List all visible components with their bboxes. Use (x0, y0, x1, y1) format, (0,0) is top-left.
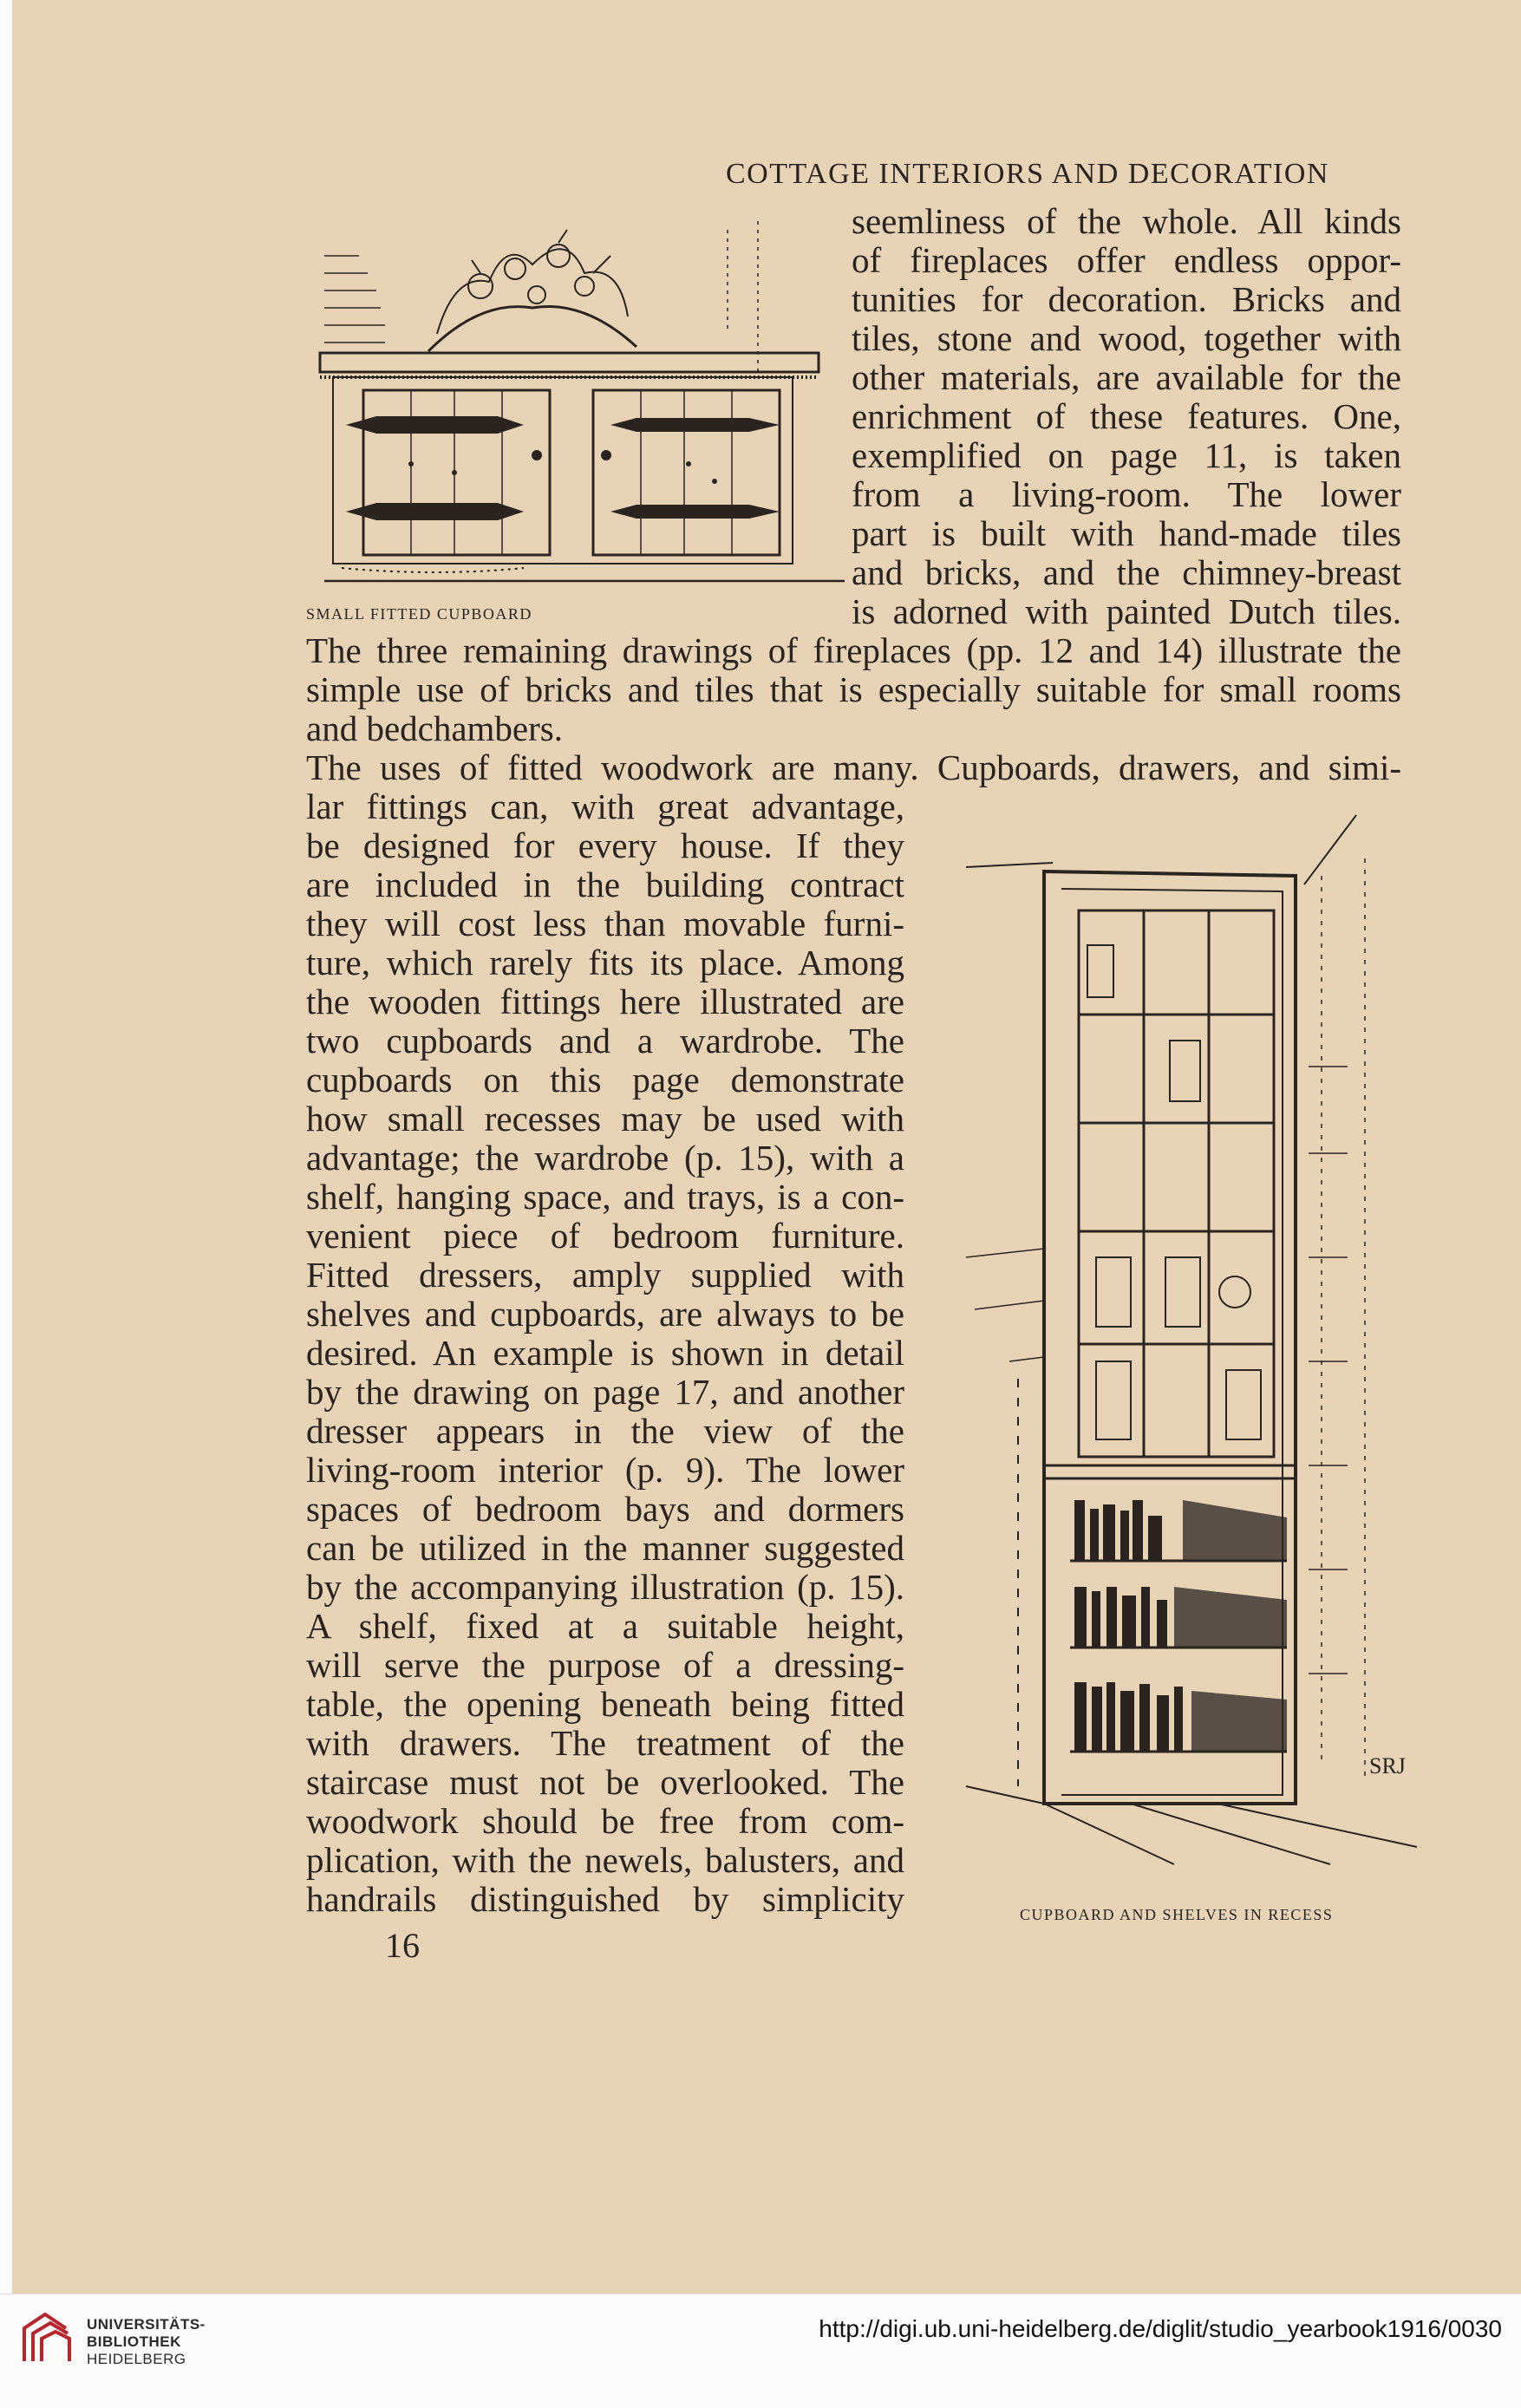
text-line: other materials, are available for the (852, 357, 1401, 397)
text-line: of fireplaces offer endless oppor- (852, 240, 1401, 280)
text-line: advantage; the wardrobe (p. 15), with a (306, 1138, 904, 1178)
digitization-footer (0, 2294, 1521, 2408)
text-line: living-room interior (p. 9). The lower (306, 1450, 904, 1490)
text-line: The uses of fitted woodwork are many. Cupboards, drawers, and simi- (306, 747, 1401, 787)
text-line: venient piece of bedroom furniture. (306, 1216, 904, 1256)
text-line: woodwork should be free from com- (306, 1801, 904, 1841)
text-line: spaces of bedroom bays and dormers (306, 1489, 904, 1529)
running-head: COTTAGE INTERIORS AND DECORATION (726, 158, 1329, 190)
library-logo-icon (16, 2307, 78, 2370)
page-number: 16 (385, 1926, 420, 1965)
artist-signature: SRJ (1369, 1753, 1406, 1778)
text-line: dresser appears in the view of the (306, 1411, 904, 1451)
text-line: staircase must not be overlooked. The (306, 1762, 904, 1802)
text-line: will serve the purpose of a dressing- (306, 1645, 904, 1685)
text-line: from a living-room. The lower (852, 474, 1401, 514)
text-line: desired. An example is shown in detail (306, 1333, 904, 1373)
text-line: A shelf, fixed at a suitable height, (306, 1606, 904, 1646)
text-line: tunities for decoration. Bricks and (852, 279, 1401, 319)
text-line: plication, with the newels, balusters, and (306, 1840, 904, 1880)
text-line: table, the opening beneath being fitted (306, 1684, 904, 1724)
cupboard-in-recess-illustration (914, 806, 1426, 1899)
text-line: how small recesses may be used with (306, 1099, 904, 1139)
text-line: the wooden fittings here illustrated are (306, 982, 904, 1021)
text-line: two cupboards and a wardrobe. The (306, 1021, 904, 1060)
text-line: are included in the building contract (306, 865, 904, 904)
text-line: simple use of bricks and tiles that is especially suitable for small rooms (306, 669, 1401, 709)
recess-caption: CUPBOARD AND SHELVES IN RECESS (1020, 1906, 1334, 1923)
text-line: handrails distinguished by simplicity (306, 1879, 904, 1919)
scanned-page (12, 0, 1521, 2294)
text-line: by the drawing on page 17, and another (306, 1372, 904, 1412)
text-line: exemplified on page 11, is taken (852, 435, 1401, 475)
text-line: be designed for every house. If they (306, 826, 904, 865)
text-line: with drawers. The treatment of the (306, 1723, 904, 1763)
text-line: The three remaining drawings of fireplaces (pp. 12 and 14) illustrate the (306, 630, 1401, 670)
text-line: ture, which rarely fits its place. Among (306, 943, 904, 982)
text-line: Fitted dressers, amply supplied with (306, 1255, 904, 1295)
text-line: and bricks, and the chimney-breast (852, 552, 1401, 592)
library-name-line: UNIVERSITÄTS- (87, 2316, 206, 2333)
text-line: part is built with hand-made tiles (852, 513, 1401, 553)
text-line: shelf, hanging space, and trays, is a con- (306, 1177, 904, 1217)
text-line: seemliness of the whole. All kinds (852, 201, 1401, 241)
text-line: is adorned with painted Dutch tiles. (852, 591, 1401, 631)
text-line: lar fittings can, with great advantage, (306, 786, 904, 826)
small-fitted-cupboard-illustration (307, 204, 845, 594)
library-name-line: HEIDELBERG (87, 2351, 186, 2367)
text-line: tiles, stone and wood, together with (852, 318, 1401, 358)
source-url-link[interactable]: http://digi.ub.uni-heidelberg.de/diglit/studio_yearbook1916/0030 (819, 2315, 1502, 2342)
cupboard-caption: SMALL FITTED CUPBOARD (306, 605, 532, 623)
text-line: shelves and cupboards, are always to be (306, 1294, 904, 1334)
library-name-line: BIBLIOTHEK (87, 2333, 181, 2350)
text-line: and bedchambers. (306, 708, 563, 748)
text-line: can be utilized in the manner suggested (306, 1528, 904, 1568)
text-line: enrichment of these features. One, (852, 396, 1401, 436)
text-line: they will cost less than movable furni- (306, 904, 904, 943)
text-line: cupboards on this page demonstrate (306, 1060, 904, 1100)
text-line: by the accompanying illustration (p. 15). (306, 1567, 904, 1607)
